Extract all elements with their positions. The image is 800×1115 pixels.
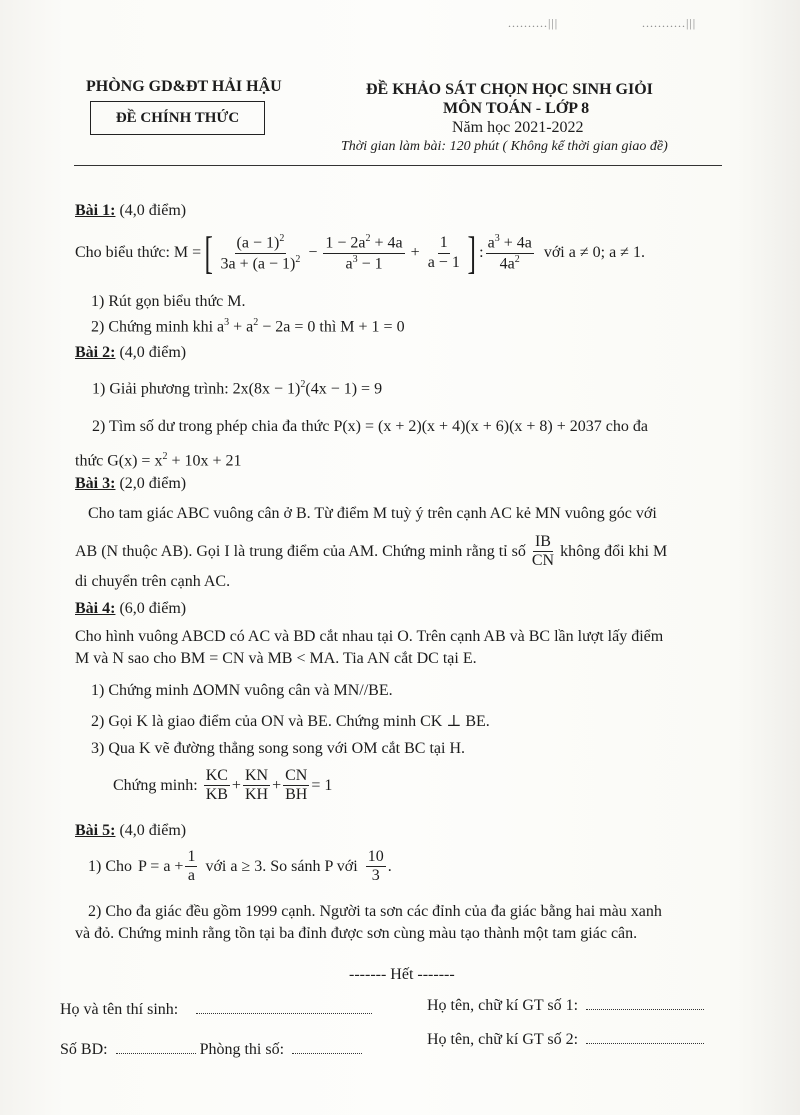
bai1-q2-expr-a: a xyxy=(217,318,225,336)
bai4-frac-3 xyxy=(283,767,309,805)
top-mark-left: ..........||| xyxy=(508,16,559,30)
bai3-ratio xyxy=(530,533,556,571)
ratio-num: IB xyxy=(533,533,553,552)
exam-time: Thời gian làm bài: 120 phút ( Không kể thời gian giao đề) xyxy=(341,139,668,154)
sbd-label: Số BD: xyxy=(60,1041,108,1058)
bai3-heading xyxy=(75,475,186,493)
bai2-q2-g-b: + 10x + 21 xyxy=(167,452,242,470)
fr3-den: BH xyxy=(285,786,308,804)
fr3-num: CN xyxy=(283,767,309,786)
proctor1-blank xyxy=(586,997,704,1010)
bai1-heading xyxy=(75,202,186,220)
bai2-q2-cont: thức $G(x) = x^2 + 10x + 21$ xyxy=(75,451,242,470)
bai4-heading xyxy=(75,600,186,618)
ratio-den: CN xyxy=(531,552,555,570)
fr1-num: KC xyxy=(204,767,230,786)
bai3-points: (2,0 điểm) xyxy=(119,475,187,492)
bai3-line2 xyxy=(75,533,667,571)
sbd-blank xyxy=(116,1041,196,1054)
bai2-q2-tail: cho đa xyxy=(605,418,648,435)
bai3-label: Bài 3: xyxy=(75,475,116,492)
bai4-points: (6,0 điểm) xyxy=(119,600,187,617)
end-marker: ------- Hết ------- xyxy=(349,966,455,983)
bai5-q1 xyxy=(88,848,392,886)
bai1-points: (4,0 điểm) xyxy=(119,202,187,219)
bai4-frac-2 xyxy=(243,767,270,805)
bai5-q1-dot: . xyxy=(387,857,392,875)
top-mark-right: ...........||| xyxy=(642,16,697,30)
proctor2-blank xyxy=(586,1031,704,1044)
bai5-q2-line1: 2) Cho đa giác đều gồm 1999 cạnh. Người ta sơn các đỉnh của đa giác bằng hai màu xanh xyxy=(88,903,662,920)
school-year: Năm học 2021-2022 xyxy=(452,119,584,136)
bai1-q2-then: thì xyxy=(319,318,337,336)
bai2-q2 xyxy=(92,418,648,436)
bai2-heading xyxy=(75,344,186,362)
bai1-divide: : xyxy=(479,244,484,261)
bai1-q1: 1) Rút gọn biểu thức M. xyxy=(91,293,246,310)
bai1-q2-expr-c: − 2a = 0 xyxy=(258,318,316,336)
bai2-q1-expr-a: 2x(8x − 1) xyxy=(232,380,301,398)
bai2-q1-text: 1) Giải phương trình: xyxy=(92,380,229,398)
f4-den: 4a xyxy=(499,254,515,272)
left-bracket: [ xyxy=(204,227,214,278)
right-bracket: ] xyxy=(467,227,476,278)
bai5-q2-line2: và đỏ. Chứng minh rằng tồn tại ba đỉnh được sơn cùng màu tạo thành một tam giác cân. xyxy=(75,925,638,942)
room-blank xyxy=(292,1041,362,1054)
bai2-label: Bài 2: xyxy=(75,344,116,361)
exam-title: ĐỀ KHẢO SÁT CHỌN HỌC SINH GIỎI xyxy=(366,81,653,98)
f1-den: 3a + (a − 1) xyxy=(220,254,296,272)
bai2-q2-poly: P(x) = (x + 2)(x + 4)(x + 6)(x + 8) + 2037 xyxy=(333,418,602,435)
bai4-line2: M và N sao cho BM = CN và MB < MA. Tia AN cắt DC tại E. xyxy=(75,650,477,667)
bai5-q1-const xyxy=(366,848,386,886)
exam-subject: MÔN TOÁN - LỚP 8 xyxy=(443,100,590,117)
bai5-q1-text: 1) Cho xyxy=(88,857,132,875)
candidate-name-blank xyxy=(196,1001,372,1014)
bai5-heading xyxy=(75,822,186,840)
bai1-fraction-1: $\frac{(a - 1)^2}{3a + (a - 1)^2}$ xyxy=(220,232,301,272)
proctor2-label: Họ tên, chữ kí GT số 2: xyxy=(427,1031,579,1048)
department-name: PHÒNG GD&ĐT HẢI HẬU xyxy=(86,78,282,95)
bai4-q3: 3) Qua K vẽ đường thẳng song song với OM cắt BC tại H. xyxy=(91,740,465,757)
f2-num-tail: + 4a xyxy=(370,234,403,252)
fr1-den: KB xyxy=(205,786,228,804)
bai1-label: Bài 1: xyxy=(75,202,116,219)
bai4-equals: = 1 xyxy=(311,776,333,794)
bai1-fraction-3 xyxy=(426,234,462,272)
f4-num-tail: + 4a xyxy=(499,234,532,252)
bai3-line2-tail: không đổi khi M xyxy=(560,542,668,560)
room-label: Phòng thi số: xyxy=(199,1041,285,1058)
bai5-q1-p: P = a + xyxy=(138,857,184,875)
bai1-fraction-4: $\frac{a^3 + 4a}{4a^2}$ xyxy=(487,232,532,272)
bai1-fraction-2: $\frac{1 - 2a^2 + 4a}{a^3 - 1}$ xyxy=(325,232,403,272)
official-badge xyxy=(90,101,265,135)
fr2-den: KH xyxy=(244,786,269,804)
bai4-q1: 1) Chứng minh ΔOMN vuông cân và MN//BE. xyxy=(91,682,393,699)
f4-num: a xyxy=(487,234,495,252)
bai4-frac-1 xyxy=(204,767,230,805)
header-divider xyxy=(74,165,722,166)
bai4-line1: Cho hình vuông ABCD có AC và BD cắt nhau tại O. Trên cạnh AB và BC lần lượt lấy điểm xyxy=(75,628,664,645)
bai2-q1: 1) Giải phương trình: $2x(8x - 1)^2(4x - 1) = 9$ xyxy=(92,379,383,398)
bai3-line2-text: AB (N thuộc AB). Gọi I là trung điểm của AM. Chứng minh rằng tỉ số xyxy=(75,542,526,560)
proctor1-field xyxy=(427,997,704,1015)
f2-num: 1 − 2a xyxy=(325,234,366,252)
bai3-line3: di chuyển trên cạnh AC. xyxy=(75,573,231,590)
bai3-line1: Cho tam giác ABC vuông cân ở B. Từ điểm M tuỳ ý trên cạnh AC kẻ MN vuông góc với xyxy=(88,505,657,522)
q1-fden: a xyxy=(187,867,195,885)
bai2-q2-word: thức xyxy=(75,452,104,470)
bai1-intro: Cho biểu thức: M = xyxy=(75,244,202,261)
sbd-field xyxy=(60,1041,362,1059)
bai4-prove-label: Chứng minh: xyxy=(113,776,198,794)
bai1-expression: Cho biểu thức: M = [ $\frac{(a - 1)^2}{3a + (a - 1)^2}$ − $\frac{1 - 2a^2 + 4a}{a^3 - 1}$ + $\frac{1}{a - 1}$ ] : $\frac{a^3 + 4a}{4a^2}$ với a ≠ 0; a ≠ 1. xyxy=(75,227,645,278)
candidate-name-field xyxy=(60,1001,372,1019)
bai2-points: (4,0 điểm) xyxy=(119,344,187,361)
bai2-q2-text: 2) Tìm số dư trong phép chia đa thức xyxy=(92,418,330,435)
f1-num: (a − 1) xyxy=(236,234,280,252)
bai1-q2-expr-b: + a xyxy=(229,318,254,336)
q1-cden: 3 xyxy=(371,867,380,885)
q1-fnum: 1 xyxy=(185,848,197,867)
f2-den: a xyxy=(345,254,353,272)
bai5-q1-frac xyxy=(185,848,197,886)
bai4-prove xyxy=(113,767,332,805)
fr2-num: KN xyxy=(243,767,270,786)
f3-num: 1 xyxy=(438,234,450,253)
proctor1-label: Họ tên, chữ kí GT số 1: xyxy=(427,997,579,1014)
bai5-label: Bài 5: xyxy=(75,822,116,839)
bai4-label: Bài 4: xyxy=(75,600,116,617)
bai2-q2-g-a: G(x) = x xyxy=(107,452,163,470)
bai1-q2: 2) Chứng minh khi $a^3 + a^2 - 2a = 0$ thì M + 1 = 0 xyxy=(91,317,405,336)
bai2-q1-expr-b: (4x − 1) = 9 xyxy=(305,380,383,398)
q1-cnum: 10 xyxy=(366,848,386,867)
candidate-name-label: Họ và tên thí sinh: xyxy=(60,1001,179,1018)
bai5-points: (4,0 điểm) xyxy=(119,822,187,839)
proctor2-field xyxy=(427,1031,704,1049)
bai4-q2: 2) Gọi K là giao điểm của ON và BE. Chứng minh CK ⊥ BE. xyxy=(91,713,490,730)
bai1-condition: với a ≠ 0; a ≠ 1. xyxy=(543,244,645,261)
bai4-plus-2: + xyxy=(272,776,282,794)
bai1-q2-expr2: M + 1 = 0 xyxy=(340,318,405,336)
bai4-plus-1: + xyxy=(231,776,241,794)
bai1-q2-text: 2) Chứng minh khi xyxy=(91,318,214,336)
official-label: ĐỀ CHÍNH THỨC xyxy=(115,109,240,126)
f3-den: a − 1 xyxy=(427,253,460,271)
bai5-q1-compare: với a ≥ 3. So sánh P với xyxy=(205,857,358,875)
f2-den-tail: − 1 xyxy=(357,254,383,272)
